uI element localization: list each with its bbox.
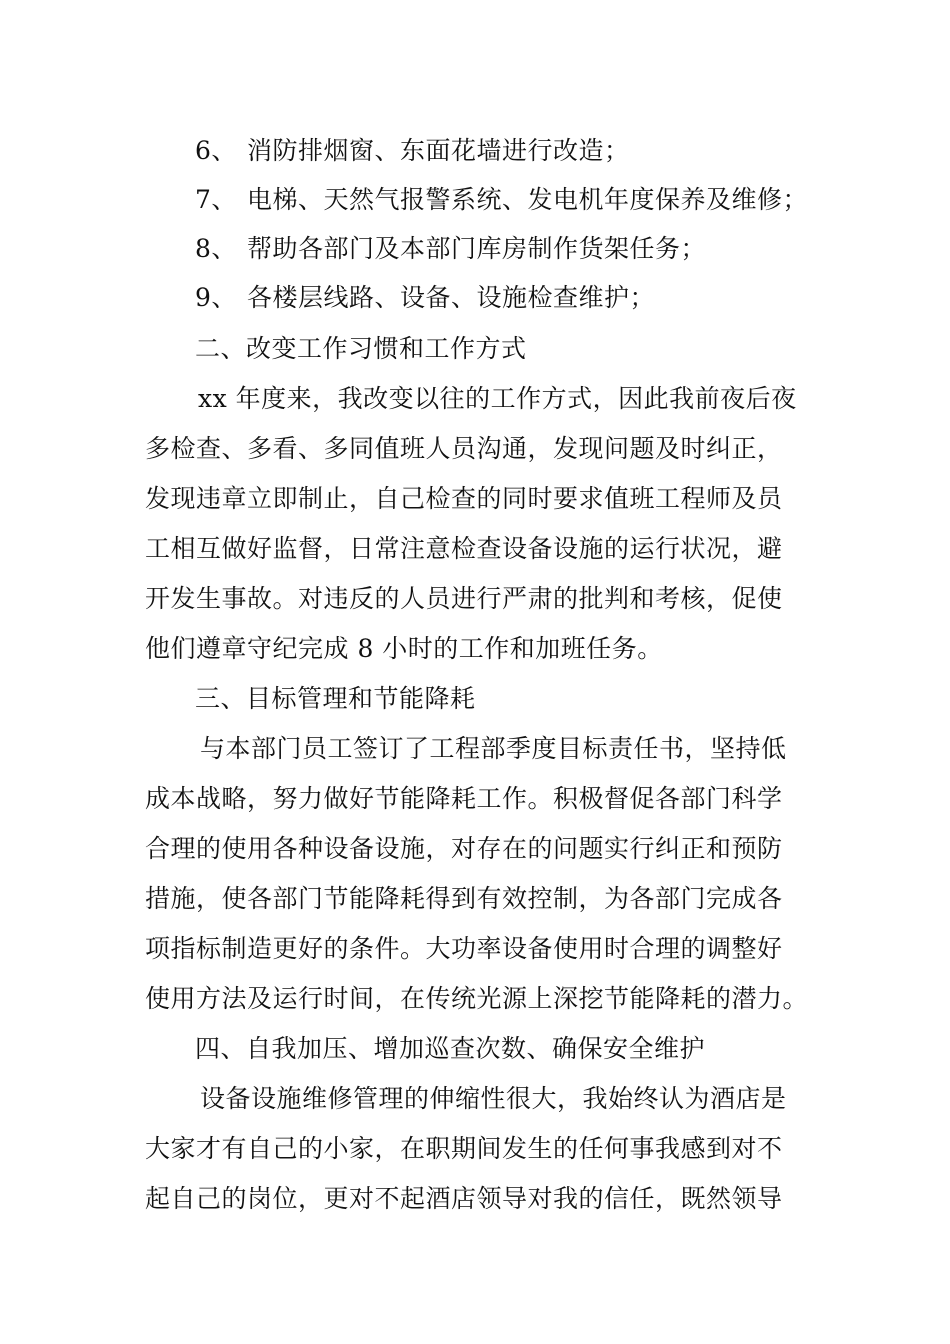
list-item-9 bbox=[195, 283, 655, 313]
paragraph-line: 措施，使各部门节能降耗得到有效控制，为各部门完成各 bbox=[145, 884, 783, 913]
paragraph-line: xx 年度来，我改变以往的工作方式，因此我前夜后夜 bbox=[198, 384, 797, 413]
list-number: 8、 bbox=[195, 234, 237, 263]
section-heading-4: 四、自我加压、增加巡查次数、确保安全维护 bbox=[195, 1034, 706, 1063]
paragraph-line: 发现违章立即制止，自己检查的同时要求值班工程师及员 bbox=[145, 484, 783, 513]
paragraph-line: 合理的使用各种设备设施，对存在的问题实行纠正和预防 bbox=[145, 834, 783, 863]
list-text: 消防排烟窗、东面花墙进行改造； bbox=[247, 136, 630, 165]
list-text: 电梯、天然气报警系统、发电机年度保养及维修； bbox=[247, 185, 809, 214]
list-item-8 bbox=[195, 234, 706, 264]
list-item-6 bbox=[195, 136, 630, 166]
paragraph-line: 工相互做好监督，日常注意检查设备设施的运行状况，避 bbox=[145, 534, 783, 563]
paragraph-line: 起自己的岗位，更对不起酒店领导对我的信任，既然领导 bbox=[145, 1184, 783, 1213]
paragraph-line: 设备设施维修管理的伸缩性很大，我始终认为酒店是 bbox=[200, 1084, 787, 1113]
paragraph-line: 多检查、多看、多同值班人员沟通，发现问题及时纠正， bbox=[145, 434, 783, 463]
paragraph-line: 开发生事故。对违反的人员进行严肃的批判和考核，促使 bbox=[145, 584, 783, 613]
list-number: 9、 bbox=[195, 283, 237, 312]
paragraph-line: 与本部门员工签订了工程部季度目标责任书，坚持低 bbox=[200, 734, 787, 763]
paragraph-line: 成本战略，努力做好节能降耗工作。积极督促各部门科学 bbox=[145, 784, 783, 813]
list-item-7 bbox=[195, 185, 808, 215]
section-heading-2: 二、改变工作习惯和工作方式 bbox=[195, 334, 527, 363]
paragraph-line: 使用方法及运行时间，在传统光源上深挖节能降耗的潜力。 bbox=[145, 984, 809, 1013]
paragraph-line: 项指标制造更好的条件。大功率设备使用时合理的调整好 bbox=[145, 934, 783, 963]
list-text: 各楼层线路、设备、设施检查维护； bbox=[247, 283, 656, 312]
section-heading-3: 三、目标管理和节能降耗 bbox=[195, 684, 476, 713]
paragraph-line: 大家才有自己的小家，在职期间发生的任何事我感到对不 bbox=[145, 1134, 783, 1163]
paragraph-line: 他们遵章守纪完成 8 小时的工作和加班任务。 bbox=[145, 634, 663, 663]
list-number: 6、 bbox=[195, 136, 237, 165]
list-text: 帮助各部门及本部门库房制作货架任务； bbox=[247, 234, 707, 263]
list-number: 7、 bbox=[195, 185, 237, 214]
